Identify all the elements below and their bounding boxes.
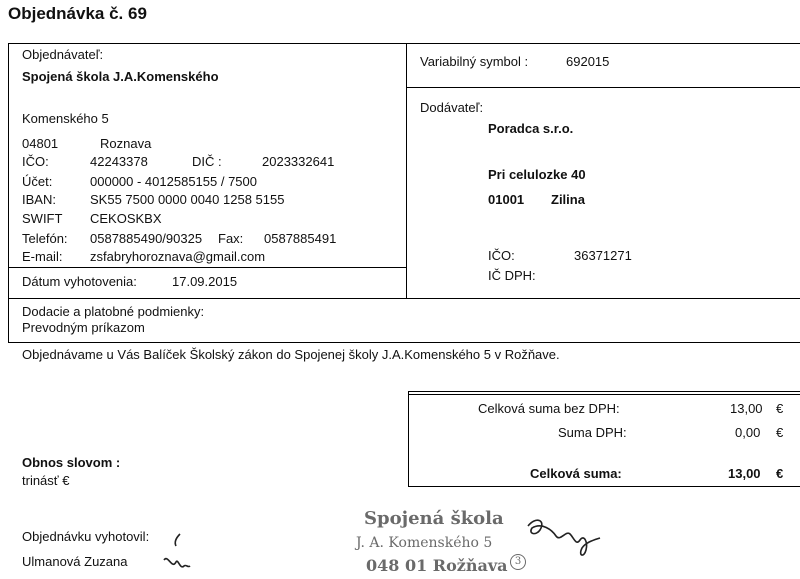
box-top-border [8,43,800,44]
customer-label: Objednávateľ: [22,47,104,62]
terms-label: Dodacie a platobné podmienky: [22,304,205,319]
order-number: 69 [128,4,147,23]
customer-phone-label: Telefón: [22,231,68,246]
supplier-name: Poradca s.r.o. [488,121,574,136]
customer-iban: SK55 7500 0000 0040 1258 5155 [90,192,285,207]
customer-ico: 42243378 [90,154,148,169]
terms-bottom-border [8,342,800,343]
stamp-signature-icon [522,512,606,562]
customer-zip: 04801 [22,136,59,151]
supplier-ico: 36371271 [574,248,632,263]
currency-3: € [776,466,784,481]
stamp-line-3: 048 01 Rožňava [366,556,508,575]
vat-label: Suma DPH: [558,425,627,440]
issued-by-label: Objednávku vyhotovil: [22,529,150,544]
customer-iban-label: IBAN: [22,192,56,207]
customer-account-label: Účet: [22,174,53,189]
customer-swift: CEKOSKBX [90,211,162,226]
variable-symbol-label: Variabilný symbol : [420,54,529,69]
date-label: Dátum vyhotovenia: [22,274,137,289]
variable-symbol-value: 692015 [566,54,610,69]
date-bottom-border [8,298,800,299]
customer-email-label: E-mail: [22,249,63,264]
totals-top-border-2 [408,394,800,395]
stamp-line-2: J. A. Komenského 5 [356,535,493,551]
customer-fax: 0587885491 [264,231,337,246]
supplier-ico-label: IČO: [488,248,515,263]
supplier-city: Zilina [551,192,585,207]
total-value: 13,00 [728,466,761,481]
total-label: Celková suma: [530,466,622,481]
issued-by-name: Ulmanová Zuzana [22,554,128,569]
stamp-number: 3 [510,554,526,570]
words-value: trinásť € [22,473,70,488]
totals-left-border [408,391,409,487]
customer-street: Komenského 5 [22,111,109,126]
totals-top-border [408,391,800,392]
customer-dic-label: DIČ : [192,154,222,169]
customer-fax-label: Fax: [218,231,244,246]
supplier-icdph-label: IČ DPH: [488,268,536,283]
customer-phone: 0587885490/90325 [90,231,203,246]
customer-email: zsfabryhoroznava@gmail.com [90,249,266,264]
words-label: Obnos slovom : [22,455,121,470]
issuer-signature-icon [160,530,200,576]
customer-swift-label: SWIFT [22,211,63,226]
supplier-zip: 01001 [488,192,525,207]
order-text: Objednávame u Vás Balíček Školský zákon do Spojenej školy J.A.Komenského 5 v Rožňave. [22,347,560,362]
supplier-street: Pri celulozke 40 [488,167,586,182]
currency-1: € [776,401,784,416]
supplier-label: Dodávateľ: [420,100,484,115]
date-top-border [8,267,406,268]
customer-dic: 2023332641 [262,154,335,169]
vs-divider [406,87,800,88]
vat-value: 0,00 [735,425,761,440]
totals-bottom-border [408,486,800,487]
customer-ico-label: IČO: [22,154,49,169]
currency-2: € [776,425,784,440]
customer-name: Spojená škola J.A.Komenského [22,69,219,84]
order-title: Objednávka č. [8,4,124,23]
customer-divider [406,43,407,298]
total-without-vat-label: Celková suma bez DPH: [478,401,620,416]
customer-account: 000000 - 4012585155 / 7500 [90,174,257,189]
date-value: 17.09.2015 [172,274,238,289]
stamp-line-1: Spojená škola [364,508,504,529]
total-without-vat: 13,00 [730,401,763,416]
customer-city: Roznava [100,136,152,151]
terms-value: Prevodným príkazom [22,320,145,335]
